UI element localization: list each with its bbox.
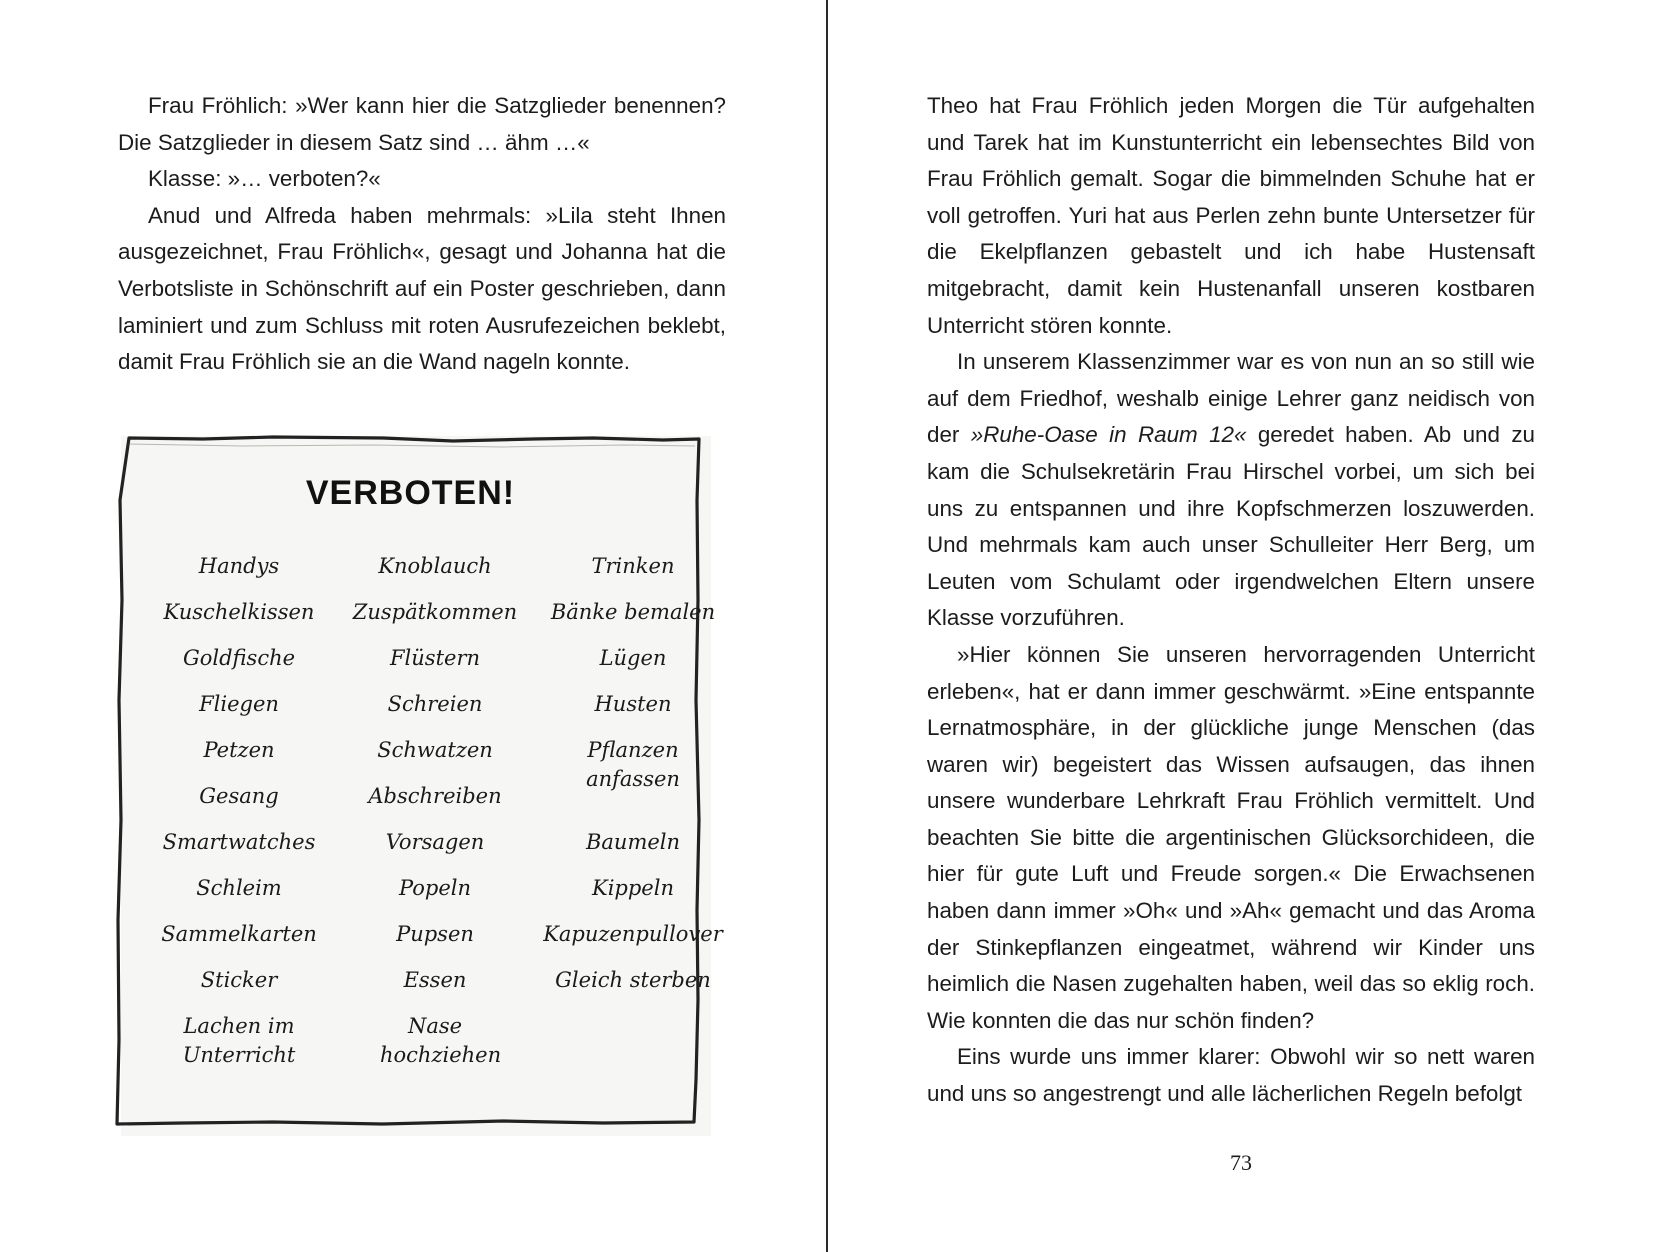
poster-column-3 [533,552,733,1012]
list-item: Husten [594,692,672,716]
paragraph: »Hier können Sie unseren hervorragenden Unterricht erleben«, hat er dann immer geschwärmt. »Eine entspannte Lernatmosphäre, in der glückliche junge Menschen (das waren wir) begeistert das Wissen aufsaugen, das ihnen unsere wunderbare Lehrkraft Frau Fröhlich vermittelt. Und beachten Sie bitte die argentinischen Glücksorchideen, die hier für gute Luft und Freude sorgen.« Die Erwachsenen haben dann immer »Oh« und »Ah« gemacht und das Aroma der Stinkepflanzen eingeatmet, während wir Kinder uns heimlich die Nasen zugehalten haben, weil das so eklig roch. Wie konnten die das nur schön finden? [927,641,1535,1033]
list-item: Kippeln [592,876,674,900]
poster-column-1 [139,552,339,1104]
list-item: Goldfische [182,646,296,670]
left-page [0,0,826,1252]
poster-column-2 [335,552,535,1104]
list-item: Handys [198,554,280,578]
list-item: Schleim [196,876,282,900]
list-item: Essen [403,968,467,992]
list-item: Kuschelkissen [163,600,315,624]
right-page [828,0,1654,1252]
page-number: 73 [1230,1150,1252,1175]
right-page-text [927,88,1535,1113]
paragraph: Theo hat Frau Fröhlich jeden Morgen die Tür aufgehalten und Tarek hat im Kunstunterricht ein lebensechtes Bild von Frau Fröhlich gemalt. Sogar die bimmelnden Schuhe hat er voll getroffen. Yuri hat aus Perlen zehn bunte Untersetzer für die Ekelpflanzen gebastelt und ich habe Hustensaft mitgebracht, damit kein Hustenanfall unseren kostbaren Unterricht stören konnte. [927,93,1535,338]
list-item: Knoblauch [378,554,492,578]
list-item: Fliegen [199,692,279,716]
list-item: Bänke bemalen [550,600,716,624]
list-item: Flüstern [389,646,481,670]
left-page-text [118,88,726,381]
list-item: Vorsagen [385,830,485,854]
list-item: Trinken [591,554,675,578]
paragraph-part: In unserem Klassenzimmer war es von nun an so still wie auf dem Friedhof, weshalb einige Lehrer ganz neidisch von der [927,349,1535,448]
list-item: Nase hochziehen [380,1014,502,1067]
list-item: Baumeln [585,830,681,854]
emphasis-text: »Ruhe-Oase in Raum 12« [970,422,1247,448]
list-item: Schreien [387,692,483,716]
paragraph: Klasse: »… verboten?« [148,166,381,192]
list-item: Gesang [199,784,279,808]
list-item: Sticker [200,968,278,992]
list-item: Petzen [203,738,275,762]
list-item: Smartwatches [162,830,316,854]
list-item: Popeln [398,876,472,900]
poster-title: VERBOTEN! [305,474,516,512]
list-item: Sammelkarten [161,922,317,946]
list-item: Kapuzenpullover [543,922,723,946]
list-item: Pupsen [396,922,474,946]
list-item: Schwatzen [377,738,493,762]
list-item: Gleich sterben [555,968,711,992]
paragraph-part: geredet haben. Ab und zu kam die Schulsekretärin Frau Hirschel vorbei, um sich bei uns zu entspannen und ihre Kopfschmerzen loszuwerden. Und mehrmals kam auch unser Schulleiter Herr Berg, um Leuten vom Schulamt oder irgendwelchen Eltern unsere Klasse vorzuführen. [927,422,1535,631]
list-item: Abschreiben [368,784,502,808]
verboten-poster [113,430,725,1150]
paragraph: Eins wurde uns immer klarer: Obwohl wir so nett waren und uns so angestrengt und alle lächerlichen Regeln befolgt [927,1044,1535,1107]
list-item: Lachen im Unterricht [182,1014,296,1067]
paragraph: Anud und Alfreda haben mehrmals: »Lila steht Ihnen ausgezeichnet, Frau Fröhlich«, gesagt und Johanna hat die Verbotsliste in Schönschrift auf ein Poster geschrieben, dann laminiert und zum Schluss mit roten Ausrufezeichen beklebt, damit Frau Fröhlich sie an die Wand nageln konnte. [118,202,726,375]
paragraph: Frau Fröhlich: »Wer kann hier die Satzglieder benennen? Die Satzglieder in diesem Satz sind … ähm …« [118,93,726,155]
list-item: Zuspätkommen [352,600,518,624]
list-item: Pflanzen anfassen [586,738,680,791]
list-item: Lügen [599,646,667,670]
paragraph [927,344,1535,637]
